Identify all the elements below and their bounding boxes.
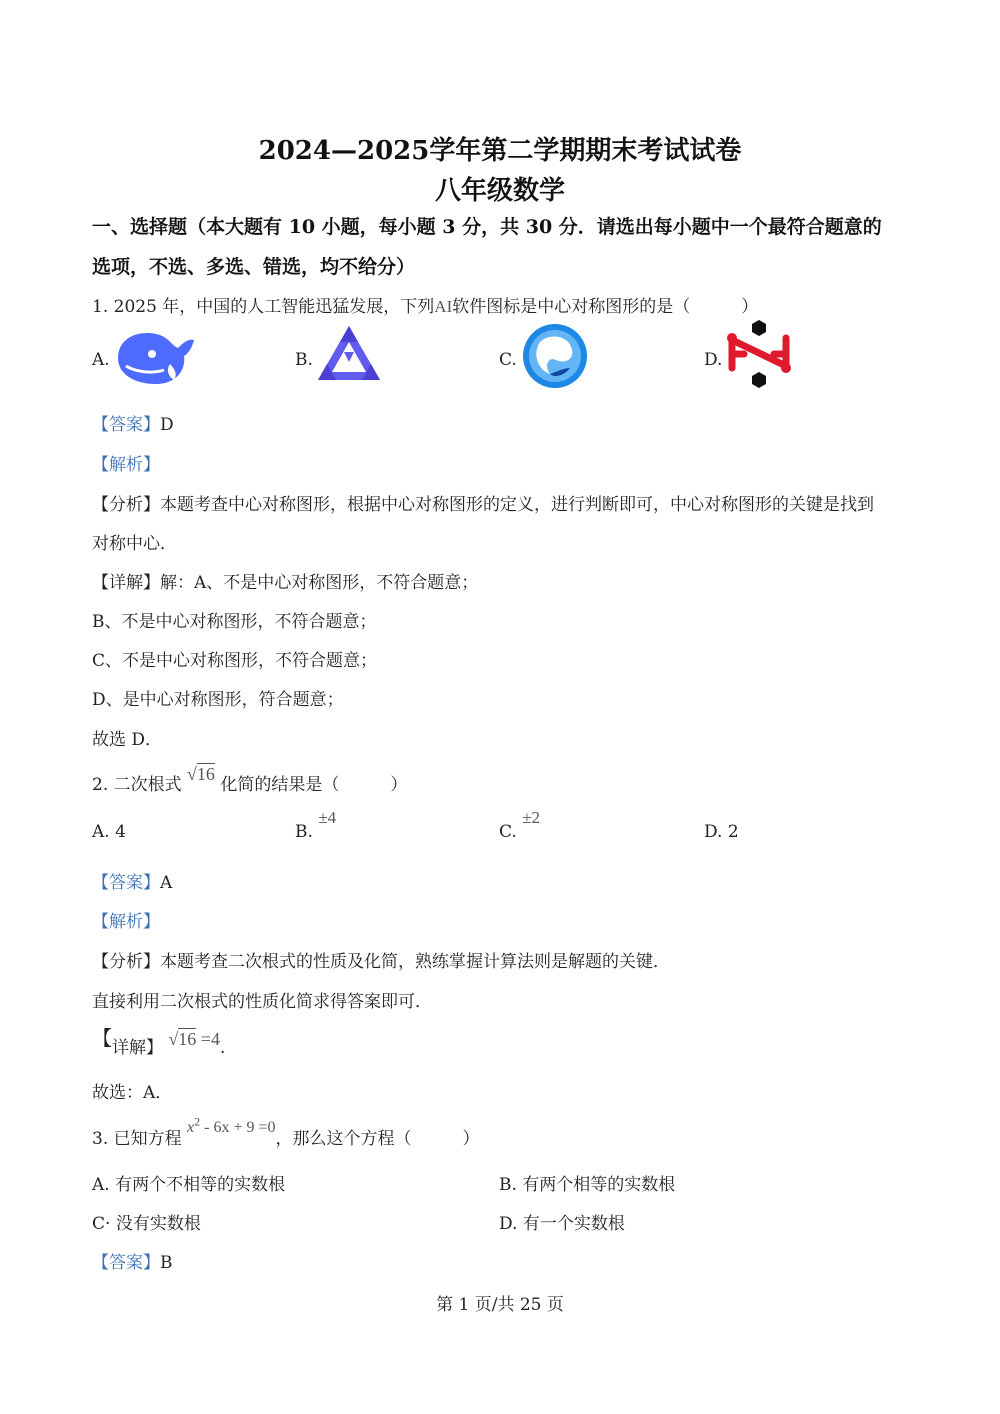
q1-detail-line4: D、是中心对称图形，符合题意；: [92, 690, 344, 710]
q3-equation: $x^2 - 6x + 9 =0$: [187, 1114, 276, 1136]
q2-analysis-line2: 直接利用二次根式的性质化简求得答案即可．: [92, 992, 432, 1012]
q1-detail-line2: B、不是中心对称图形，不符合题意；: [92, 612, 377, 632]
q3-stem: 3. 已知方程 $x^2 - 6x + 9 =0$，那么这个方程（ ）: [92, 1114, 480, 1149]
q1-option-d-label: D.: [704, 350, 723, 370]
q1-detail-line3: C、不是中心对称图形，不符合题意；: [92, 651, 378, 671]
q3-option-a: A. 有两个不相等的实数根: [92, 1175, 286, 1195]
q3-option-d: D. 有一个实数根: [499, 1214, 625, 1234]
q3-answer: 【答案】B: [92, 1253, 173, 1273]
q3-option-c: C· 没有实数根: [92, 1214, 201, 1234]
q2-option-b: B. ±4: [295, 808, 337, 842]
q2-radical: √16: [187, 764, 215, 784]
q2-detail-radical: √16 =4: [168, 1029, 220, 1049]
q1-detail-line1: 【详解】解：A、不是中心对称图形，不符合题意；: [92, 573, 479, 593]
q2-option-a: A. 4: [92, 822, 126, 842]
swirl-circle-logo-icon: [520, 322, 590, 390]
q2-stem: 2. 二次根式 √16 化简的结果是（ ）: [92, 764, 408, 795]
triangle-knot-logo-icon: [314, 322, 384, 388]
q1-answer: 【答案】D: [92, 415, 174, 435]
q1-conclusion: 故选 D．: [92, 730, 163, 750]
q1-option-a-label: A.: [92, 350, 110, 370]
whale-logo-icon: [112, 324, 198, 390]
q2-option-c: C. ±2: [499, 808, 541, 842]
q1-analysis-line1: 【分析】本题考查中心对称图形，根据中心对称图形的定义，进行判断即可，中心对称图形的关键是找到: [92, 495, 874, 515]
q1-option-b-label: B.: [295, 350, 313, 370]
q3-option-b: B. 有两个相等的实数根: [499, 1175, 676, 1195]
q2-conclusion: 故选：A．: [92, 1083, 173, 1103]
q2-option-d: D. 2: [704, 822, 739, 842]
q2-answer: 【答案】A: [92, 873, 173, 893]
section-heading-line1: 一、选择题（本大题有 10 小题，每小题 3 分，共 30 分．请选出每小题中一个最符合题意的: [92, 216, 882, 238]
q1-analysis-tag: 【解析】: [92, 455, 160, 475]
exam-title: 2024—2025学年第二学期期末考试试卷: [258, 136, 742, 166]
q1-option-c-label: C.: [499, 350, 517, 370]
page-number: 第 1 页/共 25 页: [436, 1295, 564, 1315]
q2-analysis-line1: 【分析】本题考查二次根式的性质及化简，熟练掌握计算法则是解题的关键．: [92, 952, 670, 972]
q2-detail: 【详解】 √16 =4.: [92, 1026, 226, 1058]
section-heading-line2: 选项，不选、多选、错选，均不给分）: [92, 256, 416, 278]
q1-stem: 1. 2025 年，中国的人工智能迅猛发展，下列AI软件图标是中心对称图形的是（ ）: [92, 297, 759, 317]
q2-analysis-tag: 【解析】: [92, 912, 160, 932]
q1-analysis-line2: 对称中心．: [92, 534, 177, 554]
exam-subtitle: 八年级数学: [434, 176, 565, 206]
hexagon-network-logo-icon: [724, 318, 794, 390]
